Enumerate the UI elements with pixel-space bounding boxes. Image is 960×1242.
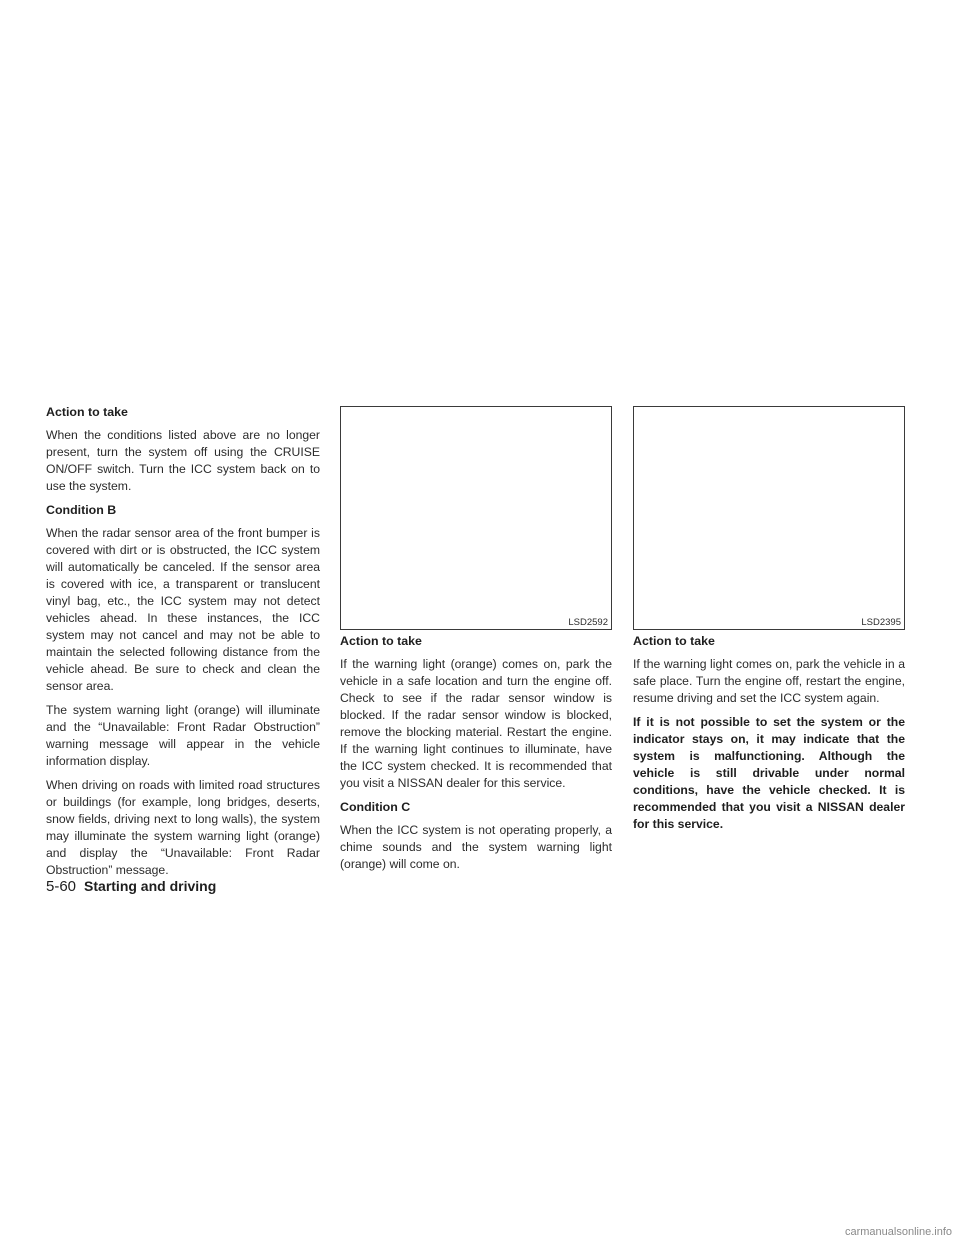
page-footer	[46, 877, 216, 896]
middle-column	[340, 633, 612, 880]
action-heading-2: Action to take	[340, 634, 422, 648]
condition-c-paragraph: When the ICC system is not operating properly, a chime sounds and the system warning light (orange) will come on.	[340, 823, 612, 871]
figure-code-2: LSD2395	[861, 617, 901, 628]
figure-code-1: LSD2592	[568, 617, 608, 628]
action-paragraph-1: When the conditions listed above are no longer present, turn the system off using the CRUISE ON/OFF switch. Turn the ICC system back on to use the system.	[46, 428, 320, 493]
figure-lsd2592	[340, 406, 612, 630]
condition-b-paragraph-1: When the radar sensor area of the front bumper is covered with dirt or is obstructed, the ICC system will automatically be canceled. If the sensor area is covered with ice, a transparent or translucent vinyl bag, etc., the ICC system may not detect vehicles ahead. In these instances, the ICC system may not cancel and may not be able to maintain the selected following distance from the vehicle ahead. Be sure to check and clean the sensor area.	[46, 526, 320, 693]
condition-b-heading: Condition B	[46, 503, 117, 517]
action-paragraph-2: If the warning light (orange) comes on, park the vehicle in a safe location and turn the engine off. Check to see if the radar sensor window is blocked. If the radar sensor window is blocked, remove the blocking material. Restart the engine. If the warning light continues to illuminate, have the ICC system checked. It is recommended that you visit a NISSAN dealer for this service.	[340, 657, 612, 790]
figure-lsd2395	[633, 406, 905, 630]
condition-b-paragraph-3: When driving on roads with limited road structures or buildings (for example, long bridges, deserts, snow fields, driving next to long walls), the system may illuminate the system warning light (orange) and display the “Unavailable: Front Radar Obstruction” message.	[46, 778, 320, 877]
action-paragraph-3: If the warning light comes on, park the vehicle in a safe place. Turn the engine off, restart the engine, resume driving and set the ICC system again.	[633, 657, 905, 705]
right-column	[633, 633, 905, 840]
warning-paragraph: If it is not possible to set the system or the indicator stays on, it may indicate that the system is malfunctioning. Although the vehicle is still drivable under normal conditions, have the vehicle checked. It is recommended that you visit a NISSAN dealer for this service.	[633, 715, 905, 831]
condition-c-heading: Condition C	[340, 800, 411, 814]
page-number: 5-60	[46, 878, 77, 895]
condition-b-paragraph-2: The system warning light (orange) will illuminate and the “Unavailable: Front Radar Obstruction” warning message will appear in the vehicle information display.	[46, 703, 320, 768]
section-title: Starting and driving	[84, 878, 217, 894]
watermark: carmanualsonline.info	[844, 1226, 952, 1238]
left-column	[46, 404, 320, 886]
action-heading-3: Action to take	[633, 634, 715, 648]
action-heading-1: Action to take	[46, 405, 128, 419]
